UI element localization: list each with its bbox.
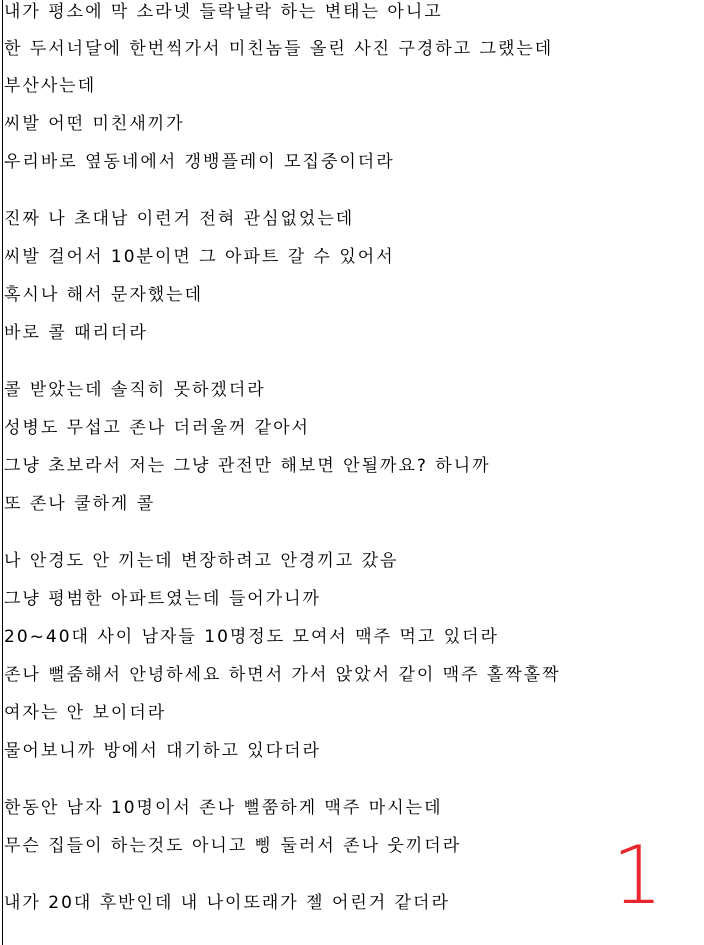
text-line: 또 존나 쿨하게 콜 [4,494,156,514]
text-line: 우리바로 옆동네에서 갱뱅플레이 모집중이더라 [4,152,395,172]
text-line: 20~40대 사이 남자들 10명정도 모여서 맥주 먹고 있더라 [4,627,499,647]
text-line: 성병도 무섭고 존나 더러울꺼 같아서 [4,418,310,438]
text-line: 무슨 집들이 하는것도 아니고 삥 둘러서 존나 웃끼더라 [4,836,462,856]
text-line: 그냥 초보라서 저는 그냥 관전만 해보면 안될까요? 하니까 [4,456,491,476]
text-line: 존나 뻘줌해서 안녕하세요 하면서 가서 앉았서 같이 맥주 홀짝홀짝 [4,665,561,685]
text-line: 내가 평소에 막 소라넷 들락날락 하는 변태는 아니고 [4,2,443,22]
text-line: 진짜 나 초대남 이런거 전혀 관심없었는데 [4,209,355,229]
text-line: 바로 콜 때리더라 [4,323,148,343]
text-line: 물어보니까 방에서 대기하고 있다더라 [4,741,321,761]
text-line: 혹시나 해서 문자했는데 [4,285,204,305]
text-line: 내가 20대 후반인데 내 나이또래가 젤 어린거 같더라 [4,893,450,913]
text-line: 여자는 안 보이더라 [4,703,167,723]
text-line: 콜 받았는데 솔직히 못하겠더라 [4,380,266,400]
document-body [4,0,704,945]
text-line: 그냥 평범한 아파트였는데 들어가니까 [4,589,321,609]
text-line: 씨발 걸어서 10분이면 그 아파트 갈 수 있어서 [4,247,395,267]
page-number: 1 [612,829,663,922]
text-line: 나 안경도 안 끼는데 변장하려고 안경끼고 갔음 [4,551,399,571]
text-line: 한 두서너달에 한번씩가서 미친놈들 올린 사진 구경하고 그랬는데 [4,39,554,59]
text-line: 한동안 남자 10명이서 존나 뻘쭘하게 맥주 마시는데 [4,798,443,818]
left-margin-rule [2,0,3,945]
text-line: 부산사는데 [4,76,97,96]
text-line: 씨발 어떤 미친새끼가 [4,114,185,134]
